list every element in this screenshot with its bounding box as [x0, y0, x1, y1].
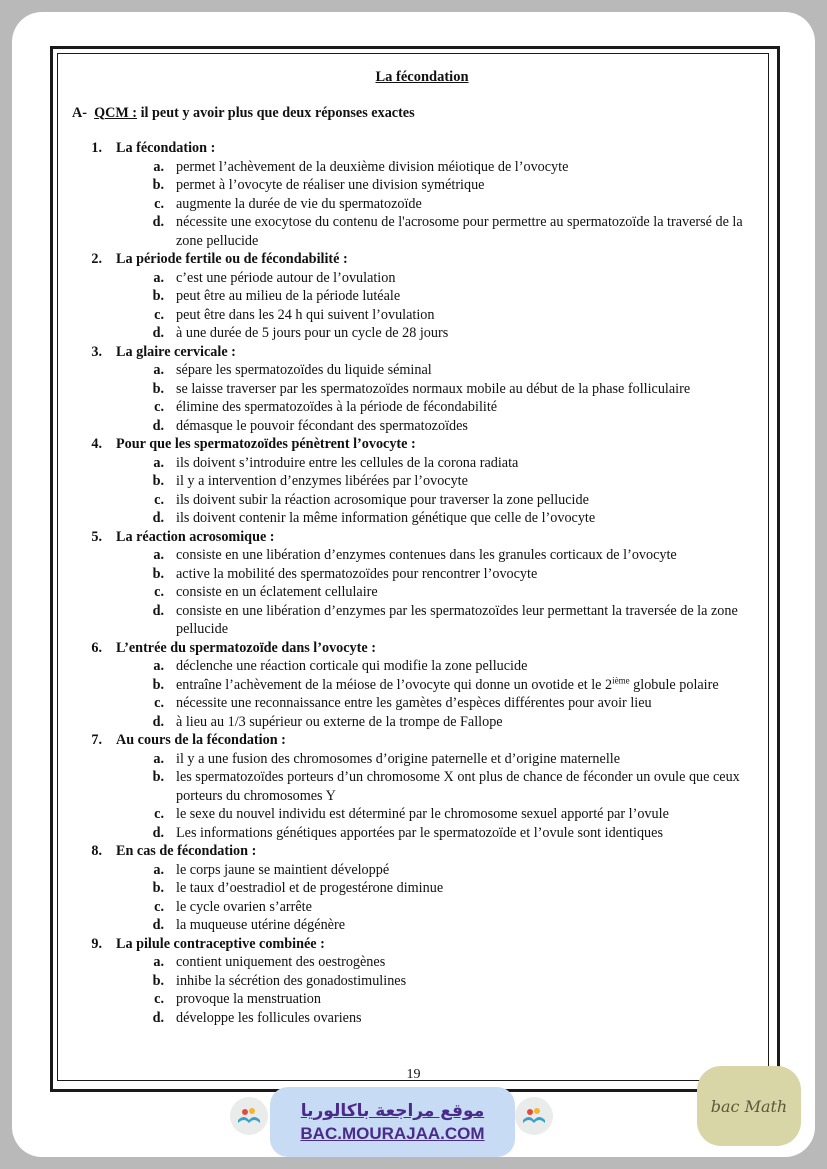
question-title: La pilule contraceptive combinée :	[116, 935, 325, 952]
answer-option	[72, 898, 762, 917]
option-letter: a.	[153, 454, 164, 471]
question-list	[72, 139, 762, 1027]
option-text: la muqueuse utérine dégénère	[176, 917, 345, 933]
bac-math-badge: bac Math	[697, 1066, 801, 1146]
question-heading	[72, 139, 762, 158]
answer-option	[72, 805, 762, 824]
answer-option	[72, 509, 762, 528]
question-heading	[72, 250, 762, 269]
option-letter: c.	[154, 695, 164, 711]
option-text: le corps jaune se maintient développé	[176, 861, 390, 878]
option-letter: a.	[153, 547, 164, 563]
option-text: les spermatozoïdes porteurs d’un chromosome X ont plus de chance de féconder un ovule que ceux porteurs du chromosomes Y	[176, 769, 740, 804]
option-letter: d.	[152, 917, 164, 933]
answer-option	[72, 583, 762, 602]
option-list	[72, 158, 762, 251]
section-heading	[72, 104, 762, 123]
answer-option	[72, 694, 762, 713]
question-number: 4.	[91, 436, 102, 452]
option-letter: a.	[153, 750, 164, 767]
option-letter: a.	[153, 861, 164, 878]
answer-option	[72, 972, 762, 991]
book-logo-icon	[515, 1097, 553, 1135]
option-letter: a.	[153, 362, 164, 378]
option-letter: b.	[152, 676, 164, 693]
option-letter: c.	[154, 195, 164, 212]
document-title: La fécondation	[375, 69, 469, 85]
answer-option	[72, 472, 762, 491]
question-title: La fécondation :	[116, 140, 216, 156]
book-logo-icon	[230, 1097, 268, 1135]
option-text: Les informations génétiques apportées par le spermatozoïde et l’ovule sont identiques	[176, 824, 663, 841]
option-text: démasque le pouvoir fécondant des spermatozoïdes	[176, 417, 468, 434]
answer-option	[72, 861, 762, 880]
option-letter: c.	[154, 491, 164, 508]
option-text: contient uniquement des oestrogènes	[176, 954, 386, 970]
question-heading	[72, 435, 762, 454]
question-number: 9.	[91, 935, 102, 952]
option-letter: a.	[153, 954, 164, 970]
option-text: consiste en un éclatement cellulaire	[176, 584, 378, 600]
option-letter: b.	[152, 288, 164, 304]
option-list	[72, 657, 762, 731]
answer-option	[72, 990, 762, 1009]
answer-option	[72, 491, 762, 510]
option-letter: b.	[152, 177, 164, 193]
document-body	[72, 68, 762, 1027]
answer-option	[72, 176, 762, 195]
option-letter: d.	[152, 417, 164, 434]
question-item	[72, 250, 762, 343]
answer-option	[72, 324, 762, 343]
option-letter: d.	[152, 824, 164, 841]
question-heading	[72, 639, 762, 658]
answer-option	[72, 158, 762, 177]
answer-option	[72, 546, 762, 565]
option-text: se laisse traverser par les spermatozoïdes normaux mobile au début de la phase folliculaire	[176, 380, 691, 397]
answer-option	[72, 565, 762, 584]
answer-option	[72, 380, 762, 399]
section-label: QCM :	[94, 104, 138, 121]
answer-option	[72, 676, 762, 695]
question-title: Au cours de la fécondation :	[116, 732, 286, 748]
question-title: La glaire cervicale :	[116, 343, 236, 360]
question-item	[72, 639, 762, 732]
answer-option	[72, 768, 762, 805]
option-text: augmente la durée de vie du spermatozoïde	[176, 195, 422, 212]
question-item	[72, 139, 762, 250]
question-number: 1.	[91, 140, 102, 156]
option-list	[72, 269, 762, 343]
answer-option	[72, 750, 762, 769]
option-text: active la mobilité des spermatozoïdes pour rencontrer l’ovocyte	[176, 565, 538, 582]
option-letter: c.	[154, 806, 164, 822]
question-number: 3.	[91, 343, 102, 360]
site-arabic-name[interactable]: موقع مراجعة باكالوريا	[300, 1101, 485, 1121]
option-letter: c.	[154, 991, 164, 1007]
question-number: 5.	[91, 528, 102, 545]
question-heading	[72, 935, 762, 954]
answer-option	[72, 361, 762, 380]
option-text: consiste en une libération d’enzymes par les spermatozoïdes leur permettant la traversée de la zone pellucide	[176, 602, 738, 637]
answer-option	[72, 953, 762, 972]
option-letter: c.	[154, 584, 164, 600]
option-text: à une durée de 5 jours pour un cycle de 28 jours	[176, 325, 449, 341]
question-title: La réaction acrosomique :	[116, 528, 275, 545]
option-list	[72, 953, 762, 1027]
question-heading	[72, 343, 762, 362]
question-number: 8.	[91, 843, 102, 859]
option-list	[72, 546, 762, 639]
answer-option	[72, 602, 762, 639]
option-text: nécessite une reconnaissance entre les gamètes d’espèces différentes pour avoir lieu	[176, 695, 652, 711]
option-text: nécessite une exocytose du contenu de l'acrosome pour permettre au spermatozoïde la traversé de la zone pellucide	[176, 214, 743, 249]
question-title: Pour que les spermatozoïdes pénètrent l’ovocyte :	[116, 436, 416, 452]
option-text: permet l’achèvement de la deuxième division méiotique de l’ovocyte	[176, 158, 569, 175]
option-text: permet à l’ovocyte de réaliser une division symétrique	[176, 177, 485, 193]
question-heading	[72, 842, 762, 861]
question-title: La période fertile ou de fécondabilité :	[116, 251, 348, 267]
option-text: peut être au milieu de la période lutéale	[176, 288, 401, 304]
section-prefix: A-	[72, 104, 87, 121]
question-heading	[72, 528, 762, 547]
option-text: le sexe du nouvel individu est déterminé par le chromosome sexuel apporté par l’ovule	[176, 806, 669, 822]
question-number: 2.	[91, 251, 102, 267]
question-item	[72, 935, 762, 1028]
option-superscript: ième	[612, 674, 630, 685]
answer-option	[72, 195, 762, 214]
answer-option	[72, 417, 762, 436]
answer-option	[72, 1009, 762, 1028]
answer-option	[72, 287, 762, 306]
option-letter: b.	[152, 380, 164, 397]
option-text: provoque la menstruation	[176, 991, 321, 1007]
question-title: En cas de fécondation :	[116, 843, 257, 859]
answer-option	[72, 269, 762, 288]
option-text	[176, 676, 762, 695]
option-text: déclenche une réaction corticale qui modifie la zone pellucide	[176, 658, 528, 674]
answer-option	[72, 213, 762, 250]
option-text: développe les follicules ovariens	[176, 1009, 362, 1026]
question-item	[72, 528, 762, 639]
option-text: le taux d’oestradiol et de progestérone diminue	[176, 880, 444, 896]
option-letter: d.	[152, 214, 164, 230]
option-letter: d.	[152, 713, 164, 730]
answer-option	[72, 824, 762, 843]
option-letter: d.	[152, 1009, 164, 1026]
question-item	[72, 842, 762, 935]
option-text: ils doivent s’introduire entre les cellules de la corona radiata	[176, 454, 519, 471]
option-text: ils doivent contenir la même information génétique que celle de l’ovocyte	[176, 510, 596, 526]
option-list	[72, 361, 762, 435]
option-text: il y a intervention d’enzymes libérées par l’ovocyte	[176, 473, 468, 489]
option-letter: a.	[153, 158, 164, 175]
option-letter: b.	[152, 880, 164, 896]
option-letter: d.	[152, 325, 164, 341]
answer-option	[72, 657, 762, 676]
option-text: consiste en une libération d’enzymes contenues dans les granules corticaux de l’ovocyte	[176, 547, 677, 563]
option-text-part: globule polaire	[629, 676, 719, 693]
site-url-link[interactable]: BAC.MOURAJAA.COM	[300, 1124, 485, 1143]
answer-option	[72, 398, 762, 417]
option-letter: b.	[152, 565, 164, 582]
option-list	[72, 861, 762, 935]
option-text: à lieu au 1/3 supérieur ou externe de la trompe de Fallope	[176, 713, 503, 730]
site-banner[interactable]	[270, 1087, 515, 1157]
option-text: peut être dans les 24 h qui suivent l’ovulation	[176, 306, 435, 323]
option-list	[72, 750, 762, 843]
option-letter: b.	[152, 473, 164, 489]
answer-option	[72, 916, 762, 935]
answer-option	[72, 879, 762, 898]
question-number: 7.	[91, 732, 102, 748]
section-instruction: il peut y avoir plus que deux réponses exactes	[140, 104, 415, 121]
option-letter: c.	[154, 898, 164, 915]
option-list	[72, 454, 762, 528]
option-letter: a.	[153, 658, 164, 674]
option-letter: c.	[154, 399, 164, 415]
question-item	[72, 435, 762, 528]
option-text: le cycle ovarien s’arrête	[176, 898, 312, 915]
option-letter: c.	[154, 306, 164, 323]
answer-option	[72, 713, 762, 732]
option-text: élimine des spermatozoïdes à la période de fécondabilité	[176, 399, 498, 415]
option-text: sépare les spermatozoïdes du liquide séminal	[176, 362, 432, 378]
option-text: c’est une période autour de l’ovulation	[176, 269, 396, 286]
option-letter: a.	[153, 269, 164, 286]
option-text: inhibe la sécrétion des gonadostimulines	[176, 972, 407, 989]
question-number: 6.	[91, 639, 102, 656]
question-item	[72, 343, 762, 436]
option-text: il y a une fusion des chromosomes d’origine paternelle et d’origine maternelle	[176, 750, 621, 767]
option-letter: b.	[152, 769, 164, 785]
option-letter: b.	[152, 972, 164, 989]
question-heading	[72, 731, 762, 750]
question-title: L’entrée du spermatozoïde dans l’ovocyte :	[116, 639, 376, 656]
option-letter: d.	[152, 602, 164, 619]
answer-option	[72, 306, 762, 325]
question-item	[72, 731, 762, 842]
option-letter: d.	[152, 510, 164, 526]
page-number: 19	[406, 1067, 421, 1082]
option-text: ils doivent subir la réaction acrosomique pour traverser la zone pellucide	[176, 491, 589, 508]
option-text-part: entraîne l’achèvement de la méiose de l’ovocyte qui donne un ovotide et le 2	[176, 676, 613, 693]
answer-option	[72, 454, 762, 473]
